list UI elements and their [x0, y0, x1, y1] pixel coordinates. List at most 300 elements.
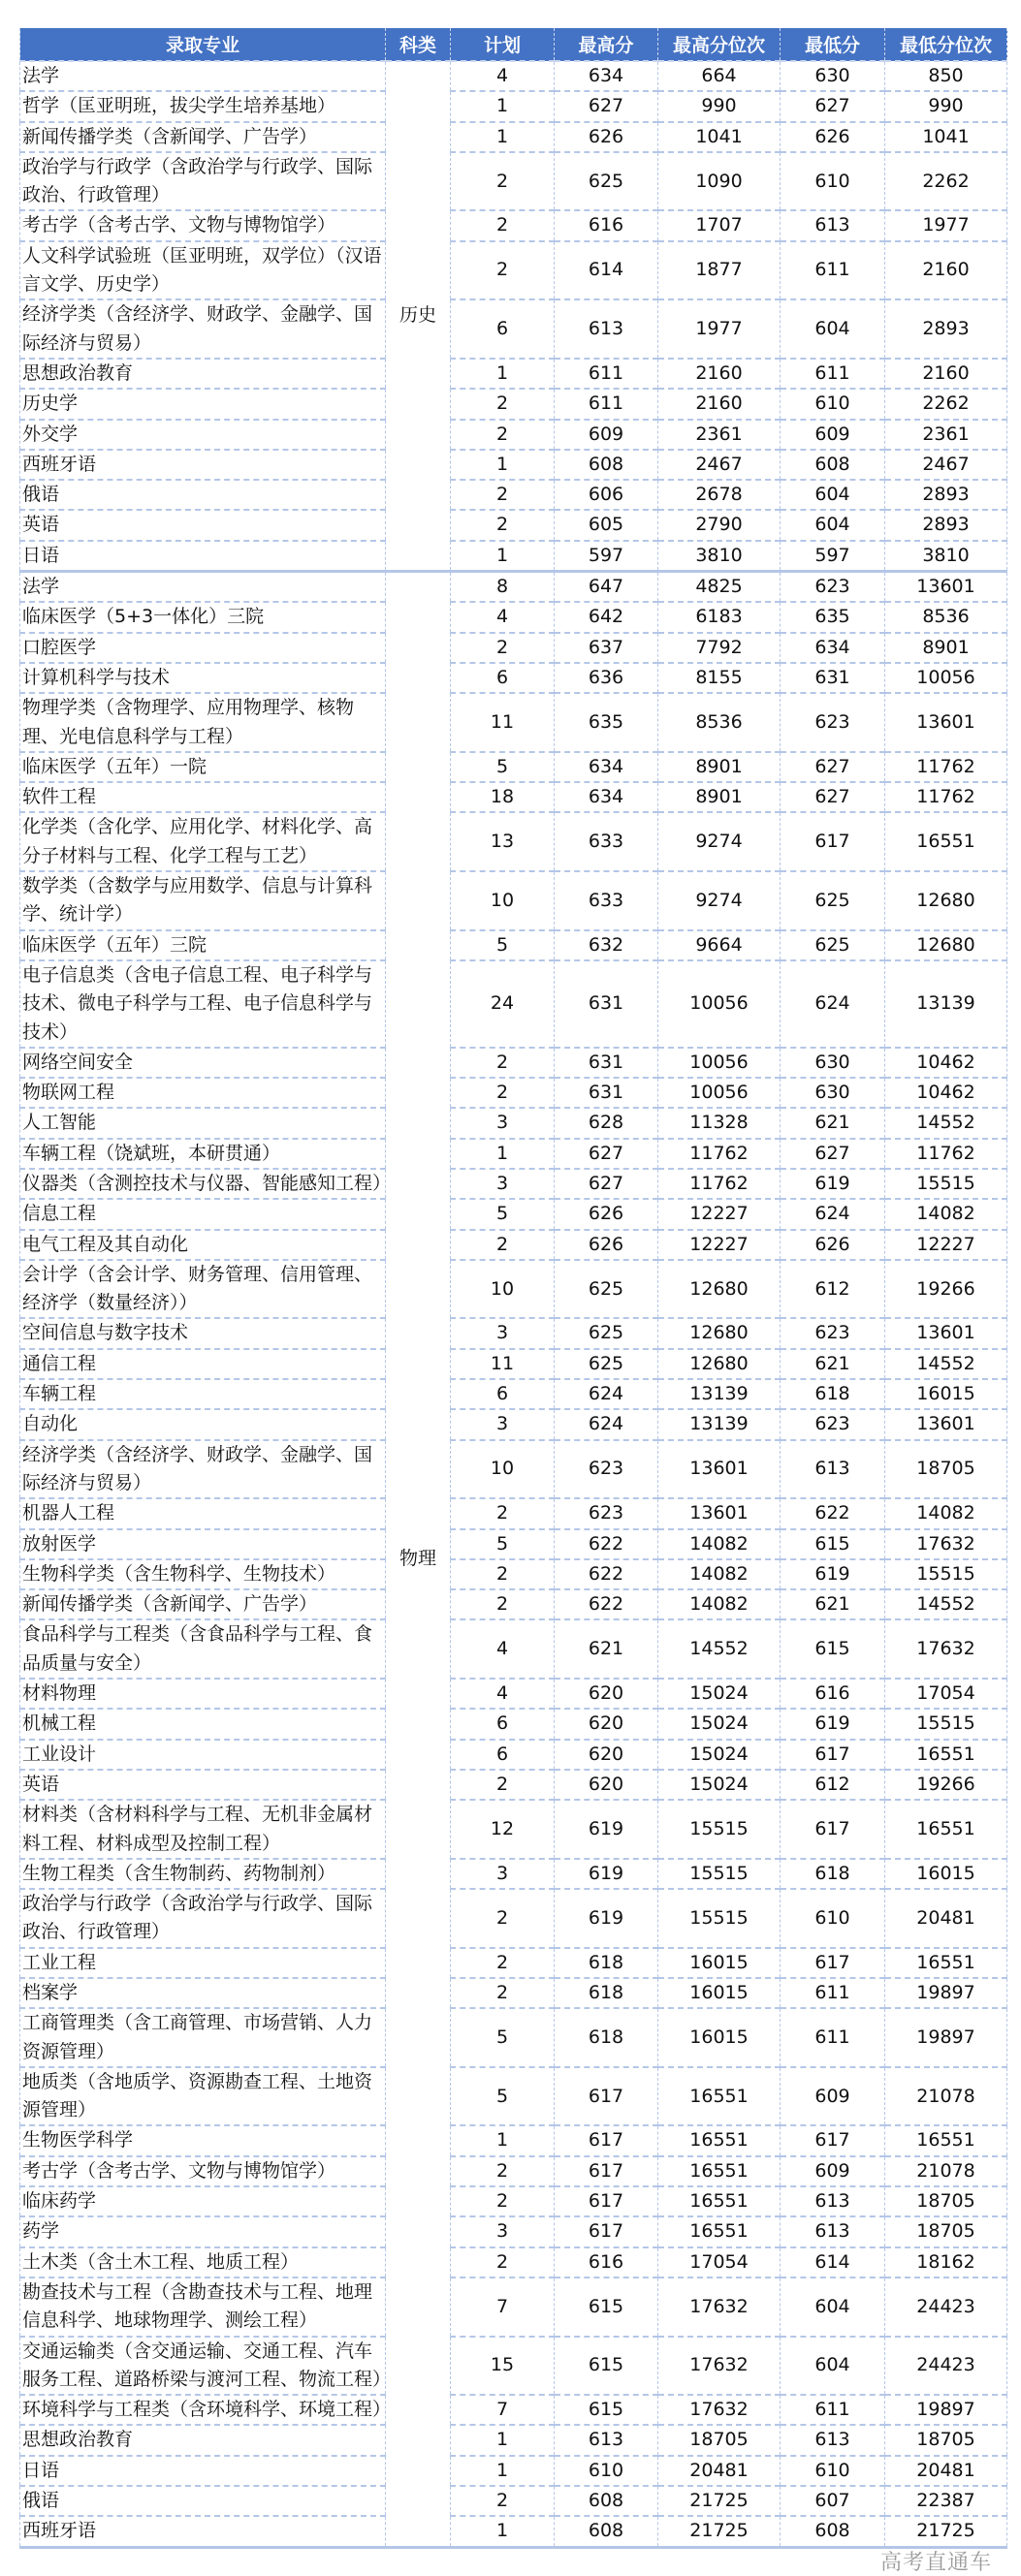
cell-min-rank: 24423 — [885, 2278, 1007, 2337]
cell-min-rank: 10056 — [885, 663, 1007, 693]
cell-max-score: 616 — [555, 210, 658, 240]
table-body — [20, 61, 1007, 2547]
cell-plan: 2 — [451, 1978, 555, 2008]
cell-major: 法学 — [20, 572, 386, 603]
cell-min-rank: 17632 — [885, 1619, 1007, 1679]
table-row — [20, 1978, 1007, 2008]
header-min-rank: 最低分位次 — [885, 28, 1007, 61]
cell-plan: 2 — [451, 241, 555, 300]
cell-min-score: 612 — [781, 1770, 885, 1800]
cell-min-score: 626 — [781, 122, 885, 152]
table-row — [20, 1498, 1007, 1528]
cell-max-score: 625 — [555, 1318, 658, 1348]
cell-plan: 11 — [451, 1349, 555, 1379]
cell-min-rank: 13601 — [885, 1318, 1007, 1348]
header-category: 科类 — [386, 28, 451, 61]
table-row — [20, 2125, 1007, 2155]
cell-major: 新闻传播学类（含新闻学、广告学） — [20, 1589, 386, 1619]
cell-major: 材料类（含材料科学与工程、无机非金属材料工程、材料成型及控制工程） — [20, 1800, 386, 1859]
cell-plan: 3 — [451, 1859, 555, 1889]
cell-plan: 2 — [451, 1589, 555, 1619]
cell-max-score: 618 — [555, 1948, 658, 1978]
cell-major: 考古学（含考古学、文物与博物馆学） — [20, 2156, 386, 2186]
header-plan: 计划 — [451, 28, 555, 61]
cell-plan: 1 — [451, 122, 555, 152]
cell-max-score: 613 — [555, 2425, 658, 2455]
table-row — [20, 1529, 1007, 1559]
cell-min-rank: 18705 — [885, 1440, 1007, 1499]
cell-min-score: 623 — [781, 572, 885, 603]
table-row — [20, 2456, 1007, 2486]
cell-min-rank: 14082 — [885, 1199, 1007, 1229]
cell-major: 物联网工程 — [20, 1078, 386, 1108]
cell-plan: 1 — [451, 91, 555, 121]
table-row — [20, 389, 1007, 419]
cell-min-rank: 20481 — [885, 1889, 1007, 1948]
cell-major: 交通运输类（含交通运输、交通工程、汽车服务工程、道路桥梁与渡河工程、物流工程） — [20, 2337, 386, 2396]
cell-major: 机械工程 — [20, 1709, 386, 1739]
cell-min-score: 609 — [781, 420, 885, 450]
table-row — [20, 241, 1007, 300]
table-row — [20, 1709, 1007, 1739]
table-row — [20, 930, 1007, 960]
cell-max-rank: 11762 — [658, 1139, 781, 1169]
cell-max-rank: 12680 — [658, 1318, 781, 1348]
cell-plan: 1 — [451, 541, 555, 572]
header-max-rank: 最高分位次 — [658, 28, 781, 61]
table-row — [20, 1559, 1007, 1589]
cell-max-rank: 7792 — [658, 633, 781, 663]
cell-plan: 2 — [451, 480, 555, 510]
cell-min-rank: 19897 — [885, 2008, 1007, 2067]
cell-min-score: 609 — [781, 2156, 885, 2186]
cell-min-rank: 21078 — [885, 2156, 1007, 2186]
cell-min-score: 613 — [781, 2216, 885, 2246]
table-row — [20, 1199, 1007, 1229]
cell-max-score: 615 — [555, 2395, 658, 2425]
cell-min-score: 625 — [781, 930, 885, 960]
table-row — [20, 572, 1007, 603]
cell-max-rank: 12680 — [658, 1260, 781, 1319]
table-row — [20, 1859, 1007, 1889]
cell-major: 思想政治教育 — [20, 2425, 386, 2455]
cell-max-score: 616 — [555, 2247, 658, 2278]
table-row — [20, 480, 1007, 510]
cell-max-score: 636 — [555, 663, 658, 693]
table-row — [20, 210, 1007, 240]
cell-max-rank: 4825 — [658, 572, 781, 603]
cell-plan: 15 — [451, 2337, 555, 2396]
cell-min-score: 630 — [781, 1048, 885, 1078]
cell-major: 地质类（含地质学、资源勘查工程、土地资源管理） — [20, 2067, 386, 2126]
cell-major: 电气工程及其自动化 — [20, 1230, 386, 1260]
cell-max-rank: 15024 — [658, 1709, 781, 1739]
cell-plan: 2 — [451, 1948, 555, 1978]
cell-plan: 2 — [451, 1889, 555, 1948]
cell-min-rank: 22387 — [885, 2486, 1007, 2516]
cell-max-rank: 15024 — [658, 1679, 781, 1709]
cell-max-score: 610 — [555, 2456, 658, 2486]
cell-min-score: 618 — [781, 1859, 885, 1889]
cell-major: 通信工程 — [20, 1349, 386, 1379]
cell-min-score: 611 — [781, 2008, 885, 2067]
cell-major: 政治学与行政学（含政治学与行政学、国际政治、行政管理） — [20, 1889, 386, 1948]
cell-max-rank: 13601 — [658, 1440, 781, 1499]
cell-min-score: 623 — [781, 1409, 885, 1439]
cell-max-rank: 10056 — [658, 960, 781, 1048]
cell-plan: 2 — [451, 152, 555, 211]
cell-min-score: 617 — [781, 812, 885, 871]
cell-min-score: 622 — [781, 1498, 885, 1528]
cell-min-rank: 19897 — [885, 1978, 1007, 2008]
cell-min-rank: 2361 — [885, 420, 1007, 450]
cell-max-score: 621 — [555, 1619, 658, 1679]
cell-max-score: 609 — [555, 420, 658, 450]
cell-max-rank: 15024 — [658, 1770, 781, 1800]
cell-min-rank: 850 — [885, 61, 1007, 91]
cell-max-rank: 10056 — [658, 1078, 781, 1108]
cell-plan: 2 — [451, 633, 555, 663]
cell-max-rank: 9274 — [658, 871, 781, 930]
cell-max-score: 625 — [555, 152, 658, 211]
cell-max-score: 631 — [555, 1078, 658, 1108]
cell-min-score: 630 — [781, 1078, 885, 1108]
table-row — [20, 1679, 1007, 1709]
cell-plan: 2 — [451, 510, 555, 540]
table-row — [20, 2156, 1007, 2186]
cell-min-score: 610 — [781, 152, 885, 211]
cell-plan: 2 — [451, 2247, 555, 2278]
cell-min-score: 604 — [781, 480, 885, 510]
cell-min-rank: 2160 — [885, 241, 1007, 300]
cell-min-score: 621 — [781, 1108, 885, 1138]
table-row — [20, 2278, 1007, 2337]
cell-plan: 4 — [451, 61, 555, 91]
table-row — [20, 450, 1007, 480]
cell-min-rank: 13601 — [885, 693, 1007, 752]
cell-max-score: 635 — [555, 693, 658, 752]
table-row — [20, 2337, 1007, 2396]
cell-min-score: 613 — [781, 1440, 885, 1499]
cell-max-score: 624 — [555, 1409, 658, 1439]
cell-max-rank: 8901 — [658, 782, 781, 812]
cell-plan: 2 — [451, 1048, 555, 1078]
watermark: 高考直通车 — [879, 2550, 992, 2575]
cell-max-rank: 16015 — [658, 2008, 781, 2067]
cell-min-rank: 14552 — [885, 1349, 1007, 1379]
cell-plan: 1 — [451, 2125, 555, 2155]
table-row — [20, 1619, 1007, 1679]
cell-max-score: 620 — [555, 1770, 658, 1800]
cell-max-rank: 16551 — [658, 2125, 781, 2155]
cell-major: 信息工程 — [20, 1199, 386, 1229]
cell-min-score: 611 — [781, 1978, 885, 2008]
cell-max-rank: 12227 — [658, 1230, 781, 1260]
cell-max-score: 642 — [555, 602, 658, 632]
cell-major: 考古学（含考古学、文物与博物馆学） — [20, 210, 386, 240]
table-row — [20, 541, 1007, 572]
cell-major: 生物科学类（含生物科学、生物技术） — [20, 1559, 386, 1589]
cell-plan: 2 — [451, 2486, 555, 2516]
cell-min-score: 604 — [781, 2278, 885, 2337]
cell-min-score: 623 — [781, 1318, 885, 1348]
table-row — [20, 510, 1007, 540]
cell-major: 勘查技术与工程（含勘查技术与工程、地理信息科学、地球物理学、测绘工程） — [20, 2278, 386, 2337]
cell-max-rank: 2160 — [658, 359, 781, 389]
cell-max-score: 633 — [555, 812, 658, 871]
cell-major: 空间信息与数字技术 — [20, 1318, 386, 1348]
cell-max-rank: 1707 — [658, 210, 781, 240]
cell-max-rank: 664 — [658, 61, 781, 91]
cell-major: 临床药学 — [20, 2186, 386, 2216]
cell-plan: 11 — [451, 693, 555, 752]
table-row — [20, 2067, 1007, 2126]
table-row — [20, 1048, 1007, 1078]
cell-max-score: 637 — [555, 633, 658, 663]
cell-min-score: 635 — [781, 602, 885, 632]
cell-max-score: 634 — [555, 782, 658, 812]
cell-min-rank: 19266 — [885, 1260, 1007, 1319]
cell-max-rank: 14082 — [658, 1529, 781, 1559]
cell-min-rank: 20481 — [885, 2456, 1007, 2486]
cell-max-rank: 12227 — [658, 1199, 781, 1229]
cell-max-rank: 11762 — [658, 1169, 781, 1199]
cell-plan: 3 — [451, 2216, 555, 2246]
cell-min-rank: 10462 — [885, 1048, 1007, 1078]
cell-min-rank: 3810 — [885, 541, 1007, 572]
cell-min-rank: 11762 — [885, 752, 1007, 782]
cell-min-rank: 12680 — [885, 930, 1007, 960]
cell-major: 软件工程 — [20, 782, 386, 812]
table-row — [20, 2395, 1007, 2425]
cell-max-rank: 16015 — [658, 1948, 781, 1978]
cell-max-score: 620 — [555, 1740, 658, 1770]
cell-max-rank: 8536 — [658, 693, 781, 752]
cell-plan: 24 — [451, 960, 555, 1048]
cell-max-score: 626 — [555, 122, 658, 152]
table-row — [20, 1800, 1007, 1859]
cell-max-rank: 1041 — [658, 122, 781, 152]
table-row — [20, 752, 1007, 782]
cell-min-score: 614 — [781, 2247, 885, 2278]
cell-major: 物理学类（含物理学、应用物理学、核物理、光电信息科学与工程） — [20, 693, 386, 752]
cell-min-rank: 15515 — [885, 1559, 1007, 1589]
cell-max-rank: 14082 — [658, 1589, 781, 1619]
table-row — [20, 2216, 1007, 2246]
cell-min-score: 610 — [781, 1889, 885, 1948]
cell-min-score: 617 — [781, 1948, 885, 1978]
table-row — [20, 420, 1007, 450]
cell-plan: 2 — [451, 210, 555, 240]
cell-max-score: 611 — [555, 359, 658, 389]
cell-plan: 6 — [451, 1379, 555, 1409]
cell-plan: 1 — [451, 2425, 555, 2455]
cell-min-score: 619 — [781, 1559, 885, 1589]
cell-max-rank: 17632 — [658, 2395, 781, 2425]
cell-max-score: 606 — [555, 480, 658, 510]
cell-plan: 2 — [451, 389, 555, 419]
cell-plan: 3 — [451, 1108, 555, 1138]
cell-min-rank: 24423 — [885, 2337, 1007, 2396]
cell-major: 计算机科学与技术 — [20, 663, 386, 693]
cell-min-rank: 990 — [885, 91, 1007, 121]
table-row — [20, 299, 1007, 359]
cell-min-rank: 16551 — [885, 1800, 1007, 1859]
cell-max-rank: 15024 — [658, 1740, 781, 1770]
cell-max-rank: 20481 — [658, 2456, 781, 2486]
cell-max-score: 628 — [555, 1108, 658, 1138]
cell-major: 临床医学（5+3一体化）三院 — [20, 602, 386, 632]
cell-min-rank: 11762 — [885, 1139, 1007, 1169]
cell-min-score: 604 — [781, 2337, 885, 2396]
cell-max-score: 622 — [555, 1529, 658, 1559]
cell-max-rank: 21725 — [658, 2516, 781, 2547]
cell-max-score: 631 — [555, 960, 658, 1048]
cell-major: 日语 — [20, 541, 386, 572]
cell-max-score: 632 — [555, 930, 658, 960]
cell-plan: 5 — [451, 752, 555, 782]
cell-min-score: 608 — [781, 2516, 885, 2547]
cell-min-rank: 1977 — [885, 210, 1007, 240]
cell-plan: 4 — [451, 1619, 555, 1679]
cell-min-score: 613 — [781, 2425, 885, 2455]
table-row — [20, 2247, 1007, 2278]
table-row — [20, 1379, 1007, 1409]
cell-major: 机器人工程 — [20, 1498, 386, 1528]
cell-major: 数学类（含数学与应用数学、信息与计算科学、统计学） — [20, 871, 386, 930]
cell-major: 环境科学与工程类（含环境科学、环境工程） — [20, 2395, 386, 2425]
cell-major: 网络空间安全 — [20, 1048, 386, 1078]
header-row — [20, 28, 1007, 61]
cell-plan: 2 — [451, 2156, 555, 2186]
table-row — [20, 782, 1007, 812]
cell-max-score: 625 — [555, 1260, 658, 1319]
cell-min-rank: 2467 — [885, 450, 1007, 480]
cell-max-rank: 2678 — [658, 480, 781, 510]
cell-major: 经济学类（含经济学、财政学、金融学、国际经济与贸易） — [20, 1440, 386, 1499]
cell-max-score: 633 — [555, 871, 658, 930]
cell-min-rank: 16015 — [885, 1379, 1007, 1409]
cell-major: 会计学（含会计学、财务管理、信用管理、经济学（数量经济）） — [20, 1260, 386, 1319]
table-header — [20, 28, 1007, 61]
cell-max-score: 620 — [555, 1709, 658, 1739]
table-row — [20, 2425, 1007, 2455]
cell-major: 生物工程类（含生物制药、药物制剂） — [20, 1859, 386, 1889]
cell-min-rank: 16551 — [885, 812, 1007, 871]
cell-major: 人文科学试验班（匡亚明班，双学位）（汉语言文学、历史学） — [20, 241, 386, 300]
cell-max-score: 620 — [555, 1679, 658, 1709]
cell-major: 档案学 — [20, 1978, 386, 2008]
cell-max-score: 608 — [555, 450, 658, 480]
cell-max-rank: 13601 — [658, 1498, 781, 1528]
table-row — [20, 1889, 1007, 1948]
cell-major: 化学类（含化学、应用化学、材料化学、高分子材料与工程、化学工程与工艺） — [20, 812, 386, 871]
cell-major: 西班牙语 — [20, 2516, 386, 2547]
cell-min-rank: 13601 — [885, 1409, 1007, 1439]
cell-max-rank: 16551 — [658, 2067, 781, 2126]
cell-min-rank: 21078 — [885, 2067, 1007, 2126]
cell-min-rank: 14082 — [885, 1498, 1007, 1528]
cell-max-score: 623 — [555, 1498, 658, 1528]
table-row — [20, 2516, 1007, 2547]
table-row — [20, 1770, 1007, 1800]
cell-min-score: 617 — [781, 1740, 885, 1770]
cell-min-score: 621 — [781, 1349, 885, 1379]
cell-min-score: 611 — [781, 241, 885, 300]
cell-major: 自动化 — [20, 1409, 386, 1439]
cell-major: 新闻传播学类（含新闻学、广告学） — [20, 122, 386, 152]
cell-max-rank: 1877 — [658, 241, 781, 300]
cell-min-rank: 11762 — [885, 782, 1007, 812]
cell-plan: 6 — [451, 663, 555, 693]
cell-max-rank: 15515 — [658, 1859, 781, 1889]
cell-min-score: 604 — [781, 510, 885, 540]
cell-plan: 4 — [451, 1679, 555, 1709]
cell-min-rank: 14552 — [885, 1589, 1007, 1619]
cell-min-score: 608 — [781, 450, 885, 480]
cell-min-score: 627 — [781, 1139, 885, 1169]
table-row — [20, 2486, 1007, 2516]
cell-plan: 2 — [451, 1230, 555, 1260]
cell-major: 工业工程 — [20, 1948, 386, 1978]
cell-category: 历史 — [386, 61, 451, 572]
cell-max-rank: 15515 — [658, 1800, 781, 1859]
table-row — [20, 1230, 1007, 1260]
cell-min-score: 612 — [781, 1260, 885, 1319]
cell-max-rank: 9274 — [658, 812, 781, 871]
cell-max-rank: 2467 — [658, 450, 781, 480]
cell-min-rank: 12680 — [885, 871, 1007, 930]
cell-min-score: 604 — [781, 299, 885, 359]
cell-plan: 2 — [451, 1498, 555, 1528]
cell-max-score: 619 — [555, 1800, 658, 1859]
cell-min-score: 609 — [781, 2067, 885, 2126]
cell-min-score: 624 — [781, 960, 885, 1048]
cell-max-rank: 1977 — [658, 299, 781, 359]
cell-min-score: 616 — [781, 1679, 885, 1709]
cell-max-score: 622 — [555, 1559, 658, 1589]
cell-max-score: 625 — [555, 1349, 658, 1379]
cell-plan: 2 — [451, 1078, 555, 1108]
table-row — [20, 1740, 1007, 1770]
table-row — [20, 2008, 1007, 2067]
cell-max-rank: 9664 — [658, 930, 781, 960]
cell-plan: 5 — [451, 1529, 555, 1559]
cell-min-rank: 2893 — [885, 299, 1007, 359]
cell-min-score: 621 — [781, 1589, 885, 1619]
cell-min-rank: 15515 — [885, 1169, 1007, 1199]
cell-max-rank: 14082 — [658, 1559, 781, 1589]
cell-max-rank: 2361 — [658, 420, 781, 450]
table-row — [20, 91, 1007, 121]
cell-min-rank: 13601 — [885, 572, 1007, 603]
cell-max-rank: 13139 — [658, 1409, 781, 1439]
cell-min-rank: 18705 — [885, 2216, 1007, 2246]
table-row — [20, 871, 1007, 930]
cell-major: 食品科学与工程类（含食品科学与工程、食品质量与安全） — [20, 1619, 386, 1679]
cell-major: 土木类（含土木工程、地质工程） — [20, 2247, 386, 2278]
cell-major: 思想政治教育 — [20, 359, 386, 389]
cell-min-rank: 13139 — [885, 960, 1007, 1048]
cell-major: 电子信息类（含电子信息工程、电子科学与技术、微电子科学与工程、电子信息科学与技术） — [20, 960, 386, 1048]
table-row — [20, 602, 1007, 632]
cell-max-rank: 17632 — [658, 2278, 781, 2337]
cell-max-score: 618 — [555, 2008, 658, 2067]
cell-min-score: 610 — [781, 2456, 885, 2486]
cell-min-score: 623 — [781, 693, 885, 752]
cell-major: 材料物理 — [20, 1679, 386, 1709]
cell-major: 俄语 — [20, 2486, 386, 2516]
